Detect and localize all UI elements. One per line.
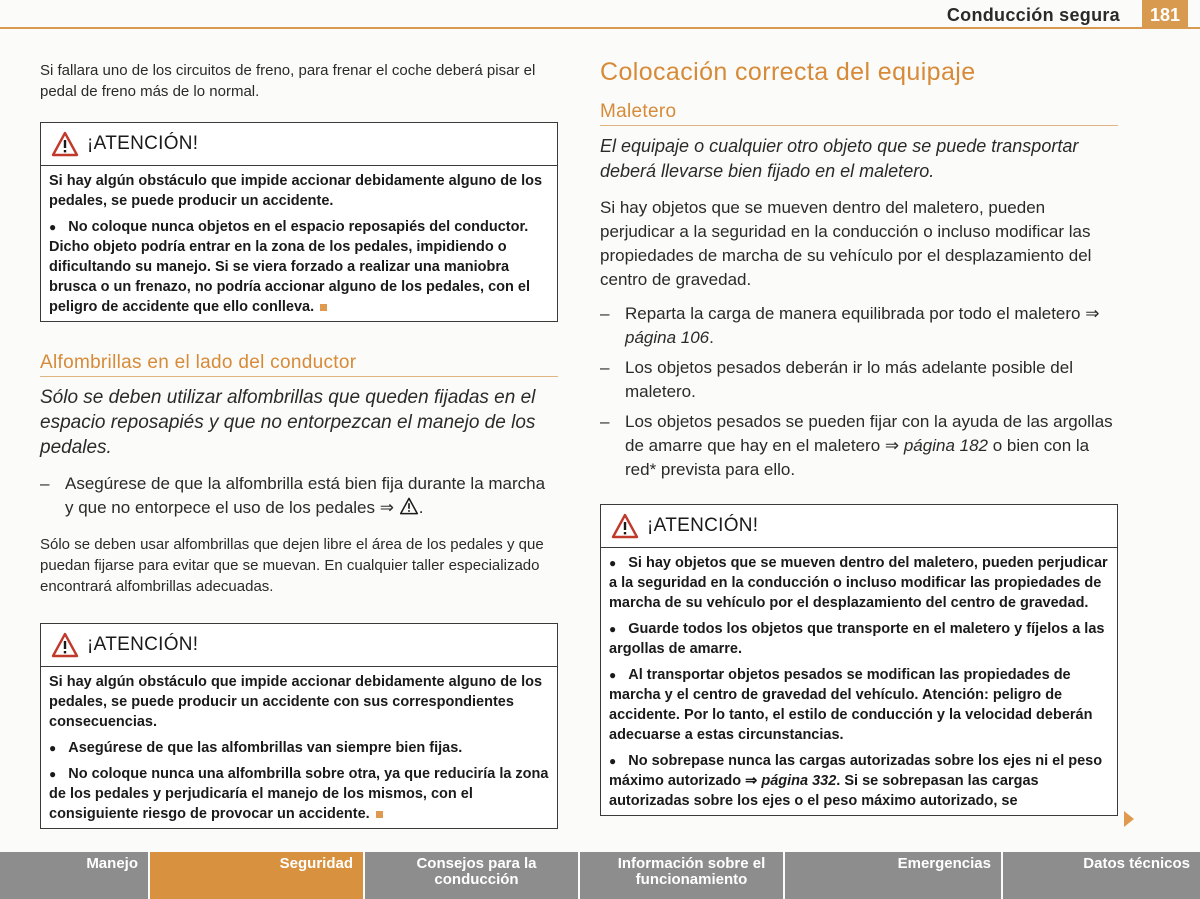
tab-consejos[interactable]: Consejos para la conducción [365, 852, 580, 899]
warning-body [41, 667, 557, 828]
warning-triangle-icon [611, 513, 639, 539]
warning-title: ¡ATENCIÓN! [87, 634, 199, 655]
warning-bullet [49, 738, 549, 758]
warning-box-pedals [40, 122, 558, 322]
section-title: Conducción segura [946, 5, 1120, 25]
right-column [600, 58, 1118, 816]
chapter-tabs [0, 852, 1200, 899]
dash-item-text: Los objetos pesados deberán ir lo más adelante posible del maletero. [625, 358, 1073, 401]
intro-paragraph: Si fallara uno de los circuitos de freno, para frenar el coche deberá pisar el pedal de freno más de lo normal. [40, 62, 536, 100]
warning-title: ¡ATENCIÓN! [87, 133, 199, 154]
body-paragraph: Si hay objetos que se mueven dentro del maletero, pueden perjudicar a la seguridad en la conducción o incluso modificar las propiedades de marcha de su vehículo por el desplazamiento del centro de gravedad. [600, 198, 1092, 289]
bullet-icon [609, 555, 628, 571]
warning-body [601, 548, 1117, 815]
subheading-mats: Alfombrillas en el lado del conductor [40, 352, 558, 377]
warning-paragraph: Si hay algún obstáculo que impide accionar debidamente alguno de los pedales, se puede producir un accidente con sus correspondientes consecuencias. [49, 674, 543, 730]
lead-paragraph: El equipaje o cualquier otro objeto que se puede transportar deberá llevarse bien fijado en el maletero. [600, 136, 1079, 181]
subheading-trunk: Maletero [600, 101, 1118, 126]
dash-item: – Asegúrese de que la alfombrilla está bien fija durante la marcha y que no entorpece el uso de los pedales ⇒ . [40, 472, 558, 520]
warning-box-trunk [600, 504, 1118, 816]
warning-bullet [49, 217, 549, 317]
dash-item-text: Reparta la carga de manera equilibrada por todo el maletero ⇒ página 106. [625, 304, 1100, 347]
dash-item: – Reparta la carga de manera equilibrada por todo el maletero ⇒ página 106. [600, 302, 1118, 350]
body-paragraph: Sólo se deben usar alfombrillas que dejen libre el área de los pedales y que puedan fijarse para evitar que se muevan. En cualquier taller especializado encontrará alfombrillas adecuadas. [40, 536, 544, 595]
page-link[interactable]: página 106 [625, 328, 710, 347]
page-link[interactable]: página 332 [761, 773, 837, 789]
continue-arrow-icon [1124, 811, 1134, 827]
page-number: 181 [1142, 0, 1188, 28]
warning-bullet [609, 553, 1109, 613]
dash-item-text: Asegúrese de que la alfombrilla está bien fija durante la marcha y que no entorpece el uso de los pedales ⇒ . [65, 474, 546, 517]
warning-bullet [609, 619, 1109, 659]
warning-bullet: ● No sobrepase nunca las cargas autorizadas sobre los ejes ni el peso máximo autorizado ⇒ página 332. Si se sobrepasan las cargas autorizadas sobre los ejes o el peso máximo autorizado, se [609, 751, 1109, 811]
warning-bullet-text: Guarde todos los objetos que transporte en el maletero y fíjelos a las argollas de amarre. [609, 621, 1105, 657]
tab-seguridad[interactable]: Seguridad [150, 852, 365, 899]
left-column [40, 60, 558, 829]
warning-bullet-text: No coloque nunca objetos en el espacio reposapiés del conductor. Dicho objeto podría entrar en la zona de los pedales, impidiendo o dificultando su manejo. Si se viera forzado a realizar una maniobra brusca o un frenazo, no podría accionar alguno de los pedales, con el peligro de accidente que ello conlleva. [49, 219, 531, 315]
warning-box-mats [40, 623, 558, 829]
bullet-icon [49, 219, 68, 235]
warning-bullet [609, 665, 1109, 745]
warning-triangle-icon [399, 497, 419, 515]
bullet-icon [49, 740, 68, 756]
tab-informacion[interactable]: Información sobre el funcionamiento [580, 852, 785, 899]
tab-manejo[interactable]: Manejo [0, 852, 150, 899]
tab-datos-tecnicos[interactable]: Datos técnicos [1003, 852, 1200, 899]
warning-bullet-text: No coloque nunca una alfombrilla sobre otra, ya que reduciría la zona de los pedales y perjudicaría el manejo de los mismos, con el consiguiente riesgo de provocar un accidente. [49, 766, 549, 822]
warning-header [601, 505, 1117, 548]
warning-bullet-text: Al transportar objetos pesados se modifican las propiedades de marcha y el centro de gravedad del vehículo. Atención: peligro de accidente. Por lo tanto, el estilo de conducción y la velocidad deberán adecuarse a estas circunstancias. [609, 667, 1093, 743]
dash-item-text: Los objetos pesados se pueden fijar con la ayuda de las argollas de amarre que hay en el maletero ⇒ página 182 o bien con la red* prevista para ello. [625, 412, 1113, 479]
warning-bullet-text: Si hay objetos que se mueven dentro del maletero, pueden perjudicar a la seguridad en la conducción o incluso modificar las propiedades de marcha de su vehículo por el desplazamiento del centro de gravedad. [609, 555, 1108, 611]
warning-header [41, 123, 557, 166]
bullet-icon [609, 753, 628, 769]
main-heading: Colocación correcta del equipaje [600, 58, 976, 86]
end-square-icon [376, 811, 383, 818]
bullet-icon [49, 766, 68, 782]
bullet-icon [609, 621, 628, 637]
end-square-icon [320, 304, 327, 311]
warning-header [41, 624, 557, 667]
dash-item: – Los objetos pesados deberán ir lo más adelante posible del maletero. [600, 356, 1118, 404]
warning-bullet-text: Asegúrese de que las alfombrillas van siempre bien fijas. [68, 740, 463, 756]
warning-bullet [49, 764, 549, 824]
warning-paragraph: Si hay algún obstáculo que impide accionar debidamente alguno de los pedales, se puede producir un accidente. [49, 173, 543, 209]
page-header [0, 0, 1200, 30]
bullet-icon [609, 667, 628, 683]
warning-title: ¡ATENCIÓN! [647, 515, 759, 536]
tab-emergencias[interactable]: Emergencias [785, 852, 1003, 899]
warning-triangle-icon [51, 632, 79, 658]
dash-item: – Los objetos pesados se pueden fijar con la ayuda de las argollas de amarre que hay en el maletero ⇒ página 182 o bien con la red* prevista para ello. [600, 410, 1118, 482]
warning-triangle-icon [51, 131, 79, 157]
page-link[interactable]: página 182 [903, 436, 988, 455]
warning-body [41, 166, 557, 321]
lead-paragraph: Sólo se deben utilizar alfombrillas que queden fijadas en el espacio reposapiés y que no entorpezcan el manejo de los pedales. [40, 387, 536, 458]
header-rule [0, 27, 1200, 29]
